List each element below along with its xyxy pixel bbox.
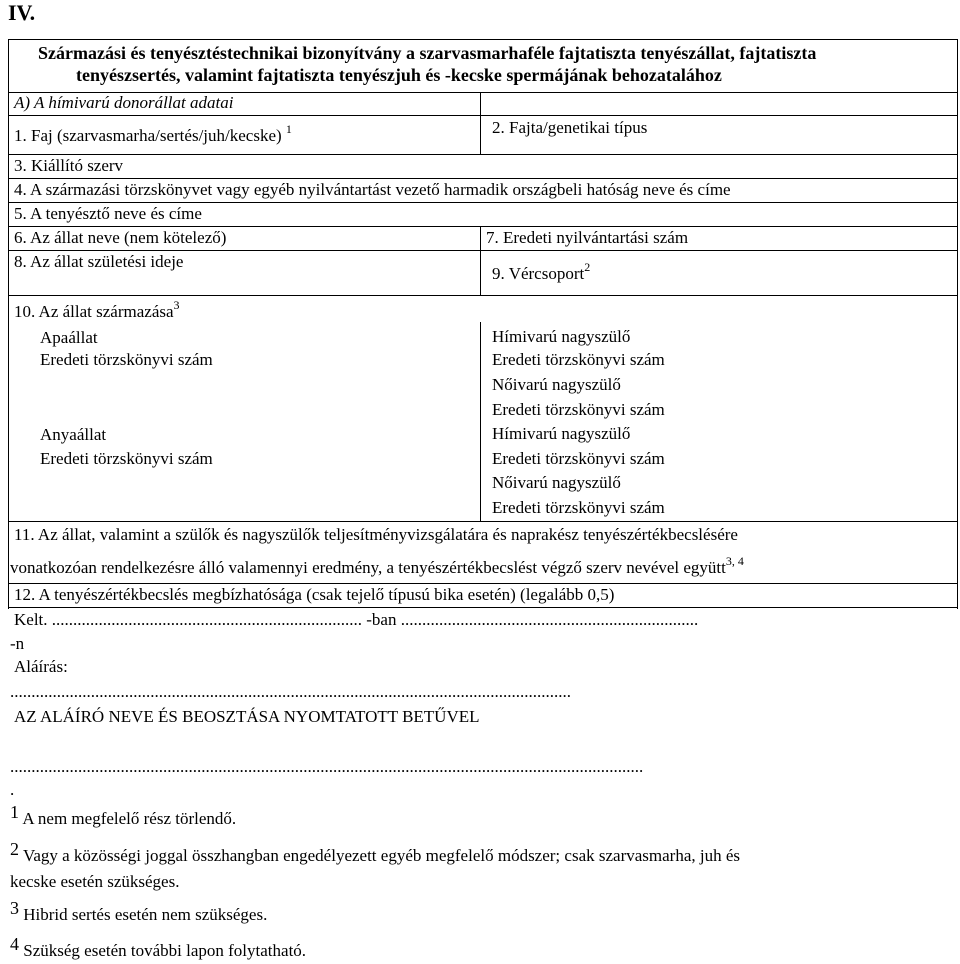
footnote-ref-3: 3: [173, 298, 180, 312]
field-10-pedigree: [14, 298, 180, 322]
field-9-blood-group: [492, 260, 591, 284]
field-1-species: [14, 122, 292, 146]
field-8-birth-date: 8. Az állat születési ideje: [14, 252, 184, 271]
row-divider-parta: [8, 115, 958, 116]
col-divider-mid: [480, 226, 481, 295]
place-date-suffix: -n: [10, 634, 25, 653]
dam-herdbook-number: Eredeti törzskönyvi szám: [40, 449, 213, 468]
field-5-breeder: 5. A tenyésztő neve és címe: [14, 204, 202, 223]
field-4-authority: 4. A származási törzskönyvet vagy egyéb nyilvántartást vezető harmadik országbeli hatóság neve és címe: [14, 180, 731, 199]
section-number: IV.: [8, 0, 36, 25]
field-6-animal-name: 6. Az állat neve (nem kötelező): [14, 228, 227, 247]
dam-label: Anyaállat: [40, 425, 107, 444]
part-a-label: A) A hímivarú donorállat adatai: [14, 93, 234, 112]
grandparent-3-number: Eredeti törzskönyvi szám: [492, 449, 665, 468]
certificate-title-line2: tenyészsertés, valamint fajtatiszta tenyészjuh és -kecske spermájának behozatalához: [76, 65, 722, 85]
field-10-label: 10. Az állat származása: [14, 302, 174, 321]
row-divider-f3: [8, 178, 958, 179]
row-divider-f10: [8, 521, 958, 522]
footnote-4: [10, 934, 307, 961]
footnote-2-number: 2: [10, 839, 19, 859]
footnote-2-continued: kecske esetén szükséges.: [10, 872, 180, 891]
footnote-1-number: 1: [10, 802, 19, 822]
signature-line: ....................................................................................................................................: [10, 682, 571, 701]
grandparent-1-number: Eredeti törzskönyvi szám: [492, 350, 665, 369]
table-top-border: [8, 39, 958, 40]
table-right-border: [957, 39, 958, 609]
row-divider-f5: [8, 226, 958, 227]
footnote-3-text: Hibrid sertés esetén nem szükséges.: [23, 905, 268, 924]
place-date-line: Kelt. ......................................................................... -ban ......................................................................: [14, 610, 699, 629]
sire-herdbook-number: Eredeti törzskönyvi szám: [40, 350, 213, 369]
table-left-border: [8, 39, 9, 609]
footnote-ref-2: 2: [584, 260, 591, 274]
row-divider-f1: [8, 154, 958, 155]
grandparent-4-number: Eredeti törzskönyvi szám: [492, 498, 665, 517]
footnote-2: [10, 839, 740, 866]
grandparent-2-number: Eredeti törzskönyvi szám: [492, 400, 665, 419]
grandparent-1-label: Hímivarú nagyszülő: [492, 327, 631, 346]
row-divider-f8: [8, 295, 958, 296]
signer-name-caption: AZ ALÁÍRÓ NEVE ÉS BEOSZTÁSA NYOMTATOTT BETŰVEL: [14, 707, 480, 726]
field-9-label: 9. Vércsoport: [492, 264, 585, 283]
footnote-ref-3-4: 3, 4: [725, 554, 744, 568]
footnote-1: [10, 802, 237, 829]
row-divider-f11: [8, 583, 958, 584]
grandparent-4-label: Nőivarú nagyszülő: [492, 473, 621, 492]
footnote-3: [10, 898, 268, 925]
certificate-title-line1: Származási és tenyésztéstechnikai bizonyítvány a szarvasmarhaféle fajtatiszta tenyészállat, fajtatiszta: [38, 43, 817, 63]
footnote-3-number: 3: [10, 898, 19, 918]
field-11-line2: [10, 554, 744, 578]
sire-label: Apaállat: [40, 328, 98, 347]
col-divider-pedigree: [480, 322, 481, 521]
row-divider-f6: [8, 250, 958, 251]
field-1-label: 1. Faj (szarvasmarha/sertés/juh/kecske): [14, 126, 282, 145]
bottom-dot: .: [10, 780, 15, 799]
field-3-issuer: 3. Kiállító szerv: [14, 156, 124, 175]
bottom-dotted-line: .....................................................................................................................................................: [10, 757, 644, 776]
footnote-4-text: Szükség esetén további lapon folytatható.: [23, 941, 307, 960]
footnote-4-number: 4: [10, 934, 19, 954]
field-11-text: vonatkozóan rendelkezésre álló valamennyi eredmény, a tenyészértékbecslést végző szerv nevével együtt: [10, 558, 726, 577]
field-11-line1: 11. Az állat, valamint a szülők és nagyszülők teljesítményvizsgálatára és naprakész tenyészértékbecslésére: [14, 525, 738, 544]
footnote-ref-1: 1: [285, 122, 292, 136]
grandparent-2-label: Nőivarú nagyszülő: [492, 375, 621, 394]
grandparent-3-label: Hímivarú nagyszülő: [492, 424, 631, 443]
signature-label: Aláírás:: [14, 657, 68, 676]
field-12-reliability: 12. A tenyészértékbecslés megbízhatósága (csak tejelő típusú bika esetén) (legalább 0,5): [14, 585, 615, 604]
field-7-registration-number: 7. Eredeti nyilvántartási szám: [486, 228, 689, 247]
row-divider-f12: [8, 607, 958, 608]
col-divider-top: [480, 92, 481, 154]
footnote-1-text: A nem megfelelő rész törlendő.: [22, 809, 237, 828]
row-divider-f4: [8, 202, 958, 203]
footnote-2-text: Vagy a közösségi joggal összhangban engedélyezett egyéb megfelelő módszer; csak szarvasmarha, juh és: [22, 846, 740, 865]
field-2-breed: 2. Fajta/genetikai típus: [492, 118, 648, 137]
